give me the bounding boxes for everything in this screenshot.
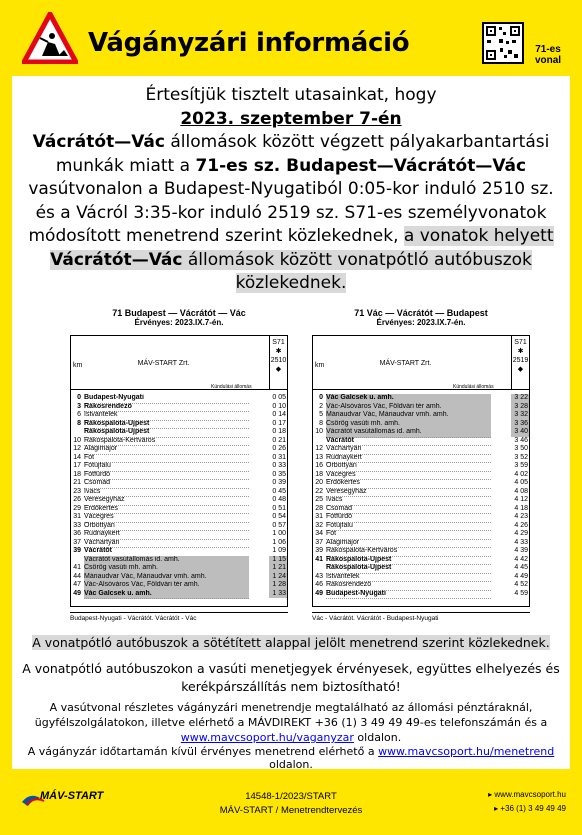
km-cell: 0	[319, 394, 323, 401]
km-cell: 49	[73, 589, 81, 597]
station-cell: Istvántelek	[84, 411, 249, 421]
timetable-rows	[313, 394, 529, 598]
table-row	[313, 530, 529, 539]
table-row	[71, 454, 287, 463]
time-cell: 0 18	[272, 428, 286, 435]
table-row	[71, 462, 287, 471]
km-header: km	[73, 362, 83, 369]
train-column-header: S71 ✱ 2510 ◆	[269, 336, 287, 390]
intro-text	[22, 84, 560, 296]
station-cell: Vácegres	[326, 471, 491, 481]
km-cell: 32	[315, 521, 323, 529]
table-row	[313, 522, 529, 531]
table-row	[313, 547, 529, 556]
time-cell: 0 10	[272, 402, 286, 410]
time-cell: 4 08	[514, 487, 528, 495]
km-cell: 46	[315, 581, 323, 588]
time-cell: 1 28	[269, 581, 287, 590]
table-row	[313, 454, 529, 463]
table-row	[313, 411, 529, 420]
time-cell: 4 39	[514, 547, 528, 554]
time-cell: 3 50	[514, 445, 528, 452]
time-cell: 1 00	[272, 530, 286, 537]
station-cell: Ivacs	[84, 488, 249, 498]
time-cell: 0 14	[272, 411, 286, 418]
km-cell: 21	[73, 479, 81, 486]
time-cell: 3 46	[514, 436, 528, 444]
station-cell: Rudnaykert	[84, 530, 249, 540]
station-cell: Vác-Alsóváros Vác, Földvári tér amh.	[326, 403, 491, 413]
station-cell: Erdőkertes	[326, 479, 491, 489]
station-cell: Rákosrendező	[326, 581, 491, 591]
time-cell: 4 42	[514, 555, 528, 563]
table-row	[313, 437, 529, 446]
time-cell: 3 40	[511, 428, 529, 437]
table-row	[71, 488, 287, 497]
table-row	[71, 522, 287, 531]
station-cell: Vácegres	[84, 513, 249, 523]
table-row	[313, 420, 529, 429]
time-cell: 4 18	[514, 504, 528, 512]
table-row	[313, 394, 529, 403]
timetable-valid: Érvényes: 2023.IX.7-én.	[134, 318, 224, 327]
table-row	[313, 403, 529, 412]
km-cell: 3	[77, 402, 81, 410]
table-row	[313, 539, 529, 548]
timetable-outbound	[70, 308, 288, 607]
station-cell: Őrbottyán	[326, 462, 491, 472]
km-cell: 17	[73, 462, 81, 469]
time-cell: 4 05	[514, 479, 528, 486]
time-cell: 0 45	[272, 487, 286, 495]
table-row	[71, 505, 287, 514]
table-row	[313, 471, 529, 480]
station-cell: Máriaudvar Vác, Máriaudvar vmh. amh.	[84, 573, 249, 583]
station-cell: Rudnaykert	[326, 454, 491, 464]
km-cell: 47	[73, 581, 81, 588]
station-cell: Rákospalota-Újpest	[326, 556, 491, 566]
km-cell: 39	[315, 547, 323, 554]
station-cell: Fótújfalu	[84, 462, 249, 472]
km-cell: 12	[73, 445, 81, 452]
km-cell: 29	[73, 504, 81, 512]
table-row	[71, 496, 287, 505]
table-row	[71, 394, 287, 403]
km-cell: 23	[73, 487, 81, 495]
menetrend-link[interactable]: www.mavcsoport.hu/menetrend	[378, 745, 555, 758]
station-cell: Alagimajor	[326, 539, 491, 549]
station-cell: Budapest-Nyugati	[84, 394, 249, 404]
km-cell: 49	[315, 589, 323, 597]
table-row	[71, 471, 287, 480]
table-row	[313, 428, 529, 437]
station-cell: Vác Galcsek u. amh.	[84, 590, 249, 600]
intro-paragraph: Vácrátót—Vác állomások között végzett pályakarbantartási munkák miatt a 71-es sz. Budapest—Vácrátót—Vác vasútvonalon a Budapest-Nyugatiból 0:05-kor induló 2510 sz. és a Vácról 3:35-kor induló 2519 sz. S71-es személyvonatok módosított menetrend szerint közlekednek, a vonatok helyett Vácrátót—Vác állomások között vonatpótló autóbuszok közlekednek.	[28, 132, 554, 293]
station-cell: Fót	[326, 530, 491, 540]
timetable-title: 71 Budapest — Vácrátót — Vác	[112, 308, 246, 318]
table-row	[313, 488, 529, 497]
time-cell: 0 35	[272, 470, 286, 478]
table-row	[71, 581, 287, 590]
station-cell: Budapest-Nyugati	[326, 590, 491, 600]
km-cell: 2	[319, 402, 323, 410]
time-cell: 1 21	[269, 564, 287, 573]
table-row	[313, 590, 529, 599]
logo-text: MÁV-START	[40, 790, 104, 802]
km-cell: 8	[77, 419, 81, 427]
km-cell: 18	[73, 470, 81, 478]
table-row	[313, 505, 529, 514]
time-cell: 0 48	[272, 496, 286, 503]
time-cell: 0 31	[272, 453, 286, 461]
roadwork-warning-icon	[22, 12, 78, 64]
time-cell: 0 39	[272, 479, 286, 486]
time-cell: 1 09	[272, 547, 286, 554]
table-row	[313, 573, 529, 582]
intro-date: 2023. szeptember 7-én	[180, 108, 402, 129]
table-row	[313, 462, 529, 471]
km-cell: 41	[315, 555, 323, 563]
km-cell: 25	[315, 496, 323, 503]
station-cell: Vácrátót vasútállomás id. amh.	[326, 428, 491, 438]
km-cell: 43	[315, 572, 323, 580]
station-cell: Rákospalota-Újpest	[326, 564, 491, 574]
km-cell: 33	[73, 521, 81, 529]
km-cell: 14	[73, 453, 81, 461]
km-cell: 10	[73, 436, 81, 444]
station-cell: Veresegyház	[84, 496, 249, 506]
footer	[0, 770, 582, 835]
header	[0, 0, 582, 76]
time-cell: 4 49	[514, 572, 528, 580]
station-cell: Vác-Alsóváros Vác, Földvári tér amh.	[84, 581, 249, 591]
operator-header: MÁV-START Zrt.	[137, 360, 190, 367]
time-cell: 1 06	[272, 538, 286, 546]
time-cell: 0 26	[272, 445, 286, 452]
detail-notice: A vasútvonal részletes vágányzári menetrendje megtalálható az állomási pénztáraknál, ügyfélszolgálatokon, illetve elérhető a MÁVDIREKT +36 (1) 3 49 49 49-es telefonszámán és a www.mavcsoport.hu/vaganyzar oldalon.	[34, 701, 548, 744]
table-row	[71, 445, 287, 454]
operator-header: MÁV-START Zrt.	[379, 360, 432, 367]
time-cell: 4 12	[514, 496, 528, 503]
timetable-return	[312, 308, 530, 607]
station-cell: Váchartyán	[326, 445, 491, 455]
ticket-notice: A vonatpótló autóbuszokon a vasúti menetjegyek érvényesek, együttes elhelyezés és kerékpárszállítás nem biztosítható!	[22, 661, 560, 694]
time-cell: 4 59	[514, 589, 528, 597]
time-cell: 0 21	[272, 436, 286, 444]
intro-highlight: a vonatok helyett	[403, 226, 554, 246]
outside-notice: A vágányzár időtartamán kívül érvényes menetrend elérhető a www.mavcsoport.hu/menetrend oldalon.	[27, 745, 555, 771]
time-cell: 0 33	[272, 462, 286, 469]
km-cell: 10	[315, 428, 323, 435]
time-cell: 4 02	[514, 470, 528, 478]
table-row	[313, 556, 529, 565]
time-cell: 1 33	[269, 590, 287, 599]
table-row	[313, 513, 529, 522]
km-cell: 34	[315, 530, 323, 537]
table-row	[71, 403, 287, 412]
time-cell: 3 22	[511, 394, 529, 403]
document-reference: 14548-1/2023/START MÁV-START / Menetrendtervezés	[219, 791, 363, 816]
station-cell: Rákosrendező	[84, 403, 249, 413]
km-cell: 28	[315, 504, 323, 512]
timetable-box: km MÁV-START Zrt. S71 ✱ 2510 ◆ Kündulási állomás 0 Budapest-Nyugati 0 05 3 Rákosrendező 0 10 6 Istvántelek 0 14 8 Rákospalota-Újpest 0 17 Rákospalota-Újpest 0 18 10 Rákospalota-Kertváros 0 21 12 Alagimajor 0 26 14 Fót 0 31 17 Fótújfalu 0 33 18 Fótfürdő 0 35 21 Csomád 0 39 23 Ivacs 0 45 26 Veresegyház 0 48 29 Erdőkertes 0 51 31 Vácegres 0 54 33 Őrbottyán 0 57 36 Rudnaykert 1 00 37 Váchartyán 1 06 39 Vácrátót 1 09 Vácrátót vasútállomás id. amh. 1 15 41 Csörög vasúti mh. amh. 1 21 44 Máriaudvar Vác, Máriaudvar vmh. amh. 1 24 47 Vác-Alsóváros Vác, Földvári tér amh. 1 28 49 Vác Galcsek u. amh. 1 33	[70, 335, 288, 607]
km-cell: 26	[73, 496, 81, 503]
time-cell: 4 29	[514, 530, 528, 537]
km-cell: 18	[315, 470, 323, 478]
timetable-title: 71 Vác — Vácrátót — Budapest	[354, 308, 488, 318]
time-cell: 3 36	[511, 420, 529, 429]
table-row	[313, 581, 529, 590]
station-cell: Csomád	[84, 479, 249, 489]
time-cell: 0 57	[272, 521, 286, 529]
station-cell: Vác Galcsek u. amh.	[326, 394, 491, 404]
table-row	[71, 573, 287, 582]
time-cell: 4 52	[514, 581, 528, 588]
time-cell: 0 05	[272, 394, 286, 401]
station-cell: Istvántelek	[326, 573, 491, 583]
table-row	[313, 445, 529, 454]
km-cell: 5	[319, 411, 323, 418]
km-cell: 16	[315, 462, 323, 469]
train-column-header: S71 ✱ 2519 ◆	[511, 336, 529, 390]
station-cell: Fótfürdő	[326, 513, 491, 523]
time-cell: 3 59	[514, 462, 528, 469]
table-row	[71, 411, 287, 420]
time-cell: 4 26	[514, 521, 528, 529]
qr-code-icon[interactable]	[482, 22, 524, 64]
station-cell: Alagimajor	[84, 445, 249, 455]
website[interactable]: www.mavcsoport.hu	[494, 790, 566, 799]
km-cell: 39	[73, 547, 81, 554]
station-cell: Rákospalota-Kertváros	[84, 437, 249, 447]
station-cell: Csörög vasúti mh. amh.	[326, 420, 491, 430]
table-row	[71, 556, 287, 565]
time-cell: 1 24	[269, 573, 287, 582]
station-cell: Vácrátót	[326, 437, 491, 447]
vaganyzar-link[interactable]: www.mavcsoport.hu/vaganyzar	[180, 731, 354, 744]
station-cell: Máriaudvar Vác, Máriaudvar vmh. amh.	[326, 411, 491, 421]
line-badge: 71-es vonal	[534, 44, 562, 66]
station-cell: Fótújfalu	[326, 522, 491, 532]
time-cell: 3 32	[511, 411, 529, 420]
km-cell: 6	[77, 411, 81, 418]
km-cell: 8	[319, 419, 323, 427]
station-cell: Erdőkertes	[84, 505, 249, 515]
km-cell: 13	[315, 453, 323, 461]
km-cell: 12	[315, 445, 323, 452]
km-cell: 37	[315, 538, 323, 546]
station-cell: Fótfürdő	[84, 471, 249, 481]
km-cell: 31	[73, 513, 81, 520]
table-row	[313, 564, 529, 573]
intro-greeting: Értesítjük tisztelt utasainkat, hogy	[145, 85, 437, 105]
table-row	[71, 428, 287, 437]
timetable-valid: Érvényes: 2023.IX.7-én.	[376, 318, 466, 327]
table-row	[71, 530, 287, 539]
station-cell: Veresegyház	[326, 488, 491, 498]
table-row	[313, 496, 529, 505]
table-row	[71, 590, 287, 599]
time-cell: 3 52	[514, 453, 528, 461]
time-cell: 0 54	[272, 513, 286, 520]
timetable-footer: Vác - Vácrátót. Vácrátót - Budapest-Nyugati	[312, 612, 530, 622]
km-cell: 0	[77, 394, 81, 401]
contact-info: ▸ www.mavcsoport.hu ▸ +36 (1) 3 49 49 49	[488, 790, 566, 813]
station-cell: Csomád	[326, 505, 491, 515]
table-row	[71, 513, 287, 522]
table-row	[71, 420, 287, 429]
km-cell: 36	[73, 530, 81, 537]
table-row	[71, 547, 287, 556]
table-row	[71, 539, 287, 548]
km-cell: 22	[315, 487, 323, 495]
timetable-footer: Budapest-Nyugati - Vácrátót. Vácrátót - Vác	[70, 612, 288, 622]
km-cell: 44	[73, 572, 81, 580]
phone: +36 (1) 3 49 49 49	[500, 804, 566, 813]
km-header: km	[315, 362, 325, 369]
station-cell: Rákospalota-Újpest	[84, 420, 249, 430]
time-cell: 1 15	[269, 556, 287, 565]
station-cell: Őrbottyán	[84, 522, 249, 532]
station-cell: Ivacs	[326, 496, 491, 506]
station-cell: Csörög vasúti mh. amh.	[84, 564, 249, 574]
station-cell: Rákospalota-Újpest	[84, 428, 249, 438]
table-row	[71, 564, 287, 573]
time-cell: 0 17	[272, 419, 286, 427]
table-row	[313, 479, 529, 488]
km-cell: 37	[73, 538, 81, 546]
station-cell: Vácrátót vasútállomás id. amh.	[84, 556, 249, 566]
km-cell: 31	[315, 513, 323, 520]
time-cell: 3 28	[511, 403, 529, 412]
shaded-notice: A vonatpótló autóbuszok a sötétített alappal jelölt menetrend szerint közlekednek.	[32, 635, 550, 650]
station-cell: Váchartyán	[84, 539, 249, 549]
station-cell: Vácrátót	[84, 547, 249, 557]
timetable-rows	[71, 394, 287, 598]
station-cell: Rákospalota-Kertváros	[326, 547, 491, 557]
station-cell: Fót	[84, 454, 249, 464]
table-row	[71, 437, 287, 446]
table-row	[71, 479, 287, 488]
km-cell: 20	[315, 479, 323, 486]
page-title: Vágányzári információ	[88, 28, 410, 58]
time-cell: 0 51	[272, 504, 286, 512]
time-cell: 4 45	[514, 564, 528, 571]
time-cell: 4 23	[514, 513, 528, 520]
time-cell: 4 33	[514, 538, 528, 546]
timetable-box: km MÁV-START Zrt. S71 ✱ 2519 ◆ Kündulási állomás 0 Vác Galcsek u. amh. 3 22 2 Vác-Alsóváros Vác, Földvári tér amh. 3 28 5 Máriaudvar Vác, Máriaudvar vmh. amh. 3 32 8 Csörög vasúti mh. amh. 3 36 10 Vácrátót vasútállomás id. amh. 3 40 Vácrátót 3 46 12 Váchartyán 3 50 13 Rudnaykert 3 52 16 Őrbottyán 3 59 18 Vácegres 4 02 20 Erdőkertes 4 05 22 Veresegyház 4 08 25 Ivacs 4 12 28 Csomád 4 18 31 Fótfürdő 4 23 32 Fótújfalu 4 26 34 Fót 4 29 37 Alagimajor 4 33 39 Rákospalota-Kertváros 4 39 41 Rákospalota-Újpest 4 42 Rákospalota-Újpest 4 45 43 Istvántelek 4 49 46 Rákosrendező 4 52 49 Budapest-Nyugati 4 59	[312, 335, 530, 607]
km-cell: 41	[73, 564, 81, 571]
